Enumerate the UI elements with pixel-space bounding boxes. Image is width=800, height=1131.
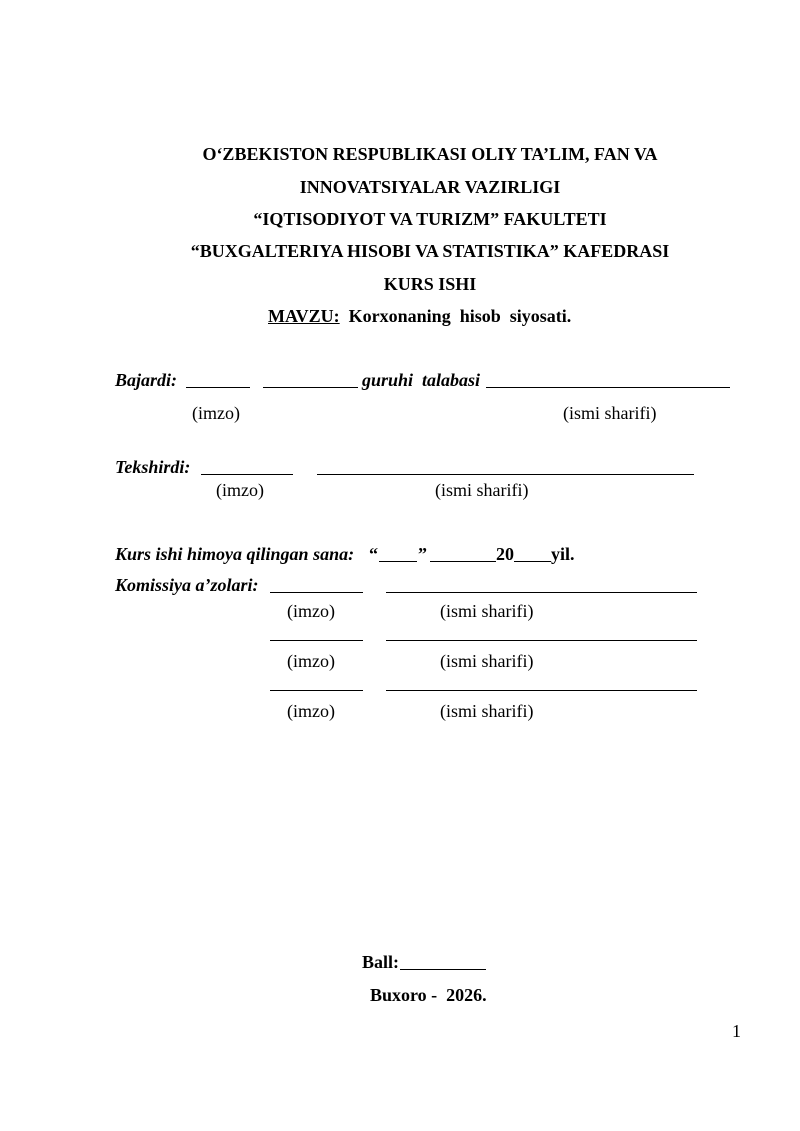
topic-label: MAVZU: [268, 306, 340, 326]
commission-1-name-caption: (ismi sharifi) [440, 601, 534, 621]
commission-3-name-caption: (ismi sharifi) [440, 701, 534, 721]
department-title: “BUXGALTERIYA HISOBI VA STATISTIKA” KAFEDRASI [190, 241, 670, 261]
place-year: Buxoro - 2026. [370, 985, 487, 1005]
defense-label: Kurs ishi himoya qilingan sana: [115, 544, 355, 564]
reviewer-label: Tekshirdi: [115, 457, 191, 477]
commission-2-name-caption: (ismi sharifi) [440, 651, 534, 671]
defense-year-line [514, 561, 551, 562]
document-type: KURS ISHI [383, 274, 477, 294]
ministry-line-2: INNOVATSIYALAR VAZIRLIGI [299, 177, 561, 197]
commission-1-signature-line [270, 592, 363, 593]
performer-group-line [263, 387, 358, 388]
performer-name-line [486, 387, 730, 388]
faculty-title: “IQTISODIYOT VA TURIZM” FAKULTETI [253, 209, 607, 229]
reviewer-signature-line [201, 474, 293, 475]
performer-label: Bajardi: [115, 370, 178, 390]
score-label: Ball: [362, 952, 400, 972]
defense-year-suffix: yil. [551, 544, 575, 564]
topic-value: Korxonaning hisob siyosati. [348, 306, 572, 326]
defense-open-quote: “ [369, 544, 378, 564]
defense-close-quote: ” [418, 544, 427, 564]
commission-3-name-line [386, 690, 697, 691]
reviewer-name-caption: (ismi sharifi) [435, 480, 529, 500]
defense-month-line [430, 561, 496, 562]
commission-2-name-line [386, 640, 697, 641]
commission-1-sign-caption: (imzo) [287, 601, 335, 621]
performer-group-text: guruhi talabasi [362, 370, 481, 390]
commission-3-signature-line [270, 690, 363, 691]
defense-year-prefix: 20 [496, 544, 514, 564]
score-line [400, 969, 486, 970]
performer-sign-caption: (imzo) [192, 403, 240, 423]
performer-name-caption: (ismi sharifi) [563, 403, 657, 423]
topic-line [268, 307, 571, 325]
defense-day-line [379, 561, 417, 562]
commission-label: Komissiya a’zolari: [115, 575, 259, 595]
ministry-line-1: O‘ZBEKISTON RESPUBLIKASI OLIY TA’LIM, FAN VA [202, 144, 658, 164]
commission-1-name-line [386, 592, 697, 593]
reviewer-sign-caption: (imzo) [216, 480, 264, 500]
commission-2-sign-caption: (imzo) [287, 651, 335, 671]
commission-3-sign-caption: (imzo) [287, 701, 335, 721]
commission-2-signature-line [270, 640, 363, 641]
reviewer-name-line [317, 474, 694, 475]
performer-signature-line [186, 387, 250, 388]
page-number: 1 [732, 1021, 741, 1041]
